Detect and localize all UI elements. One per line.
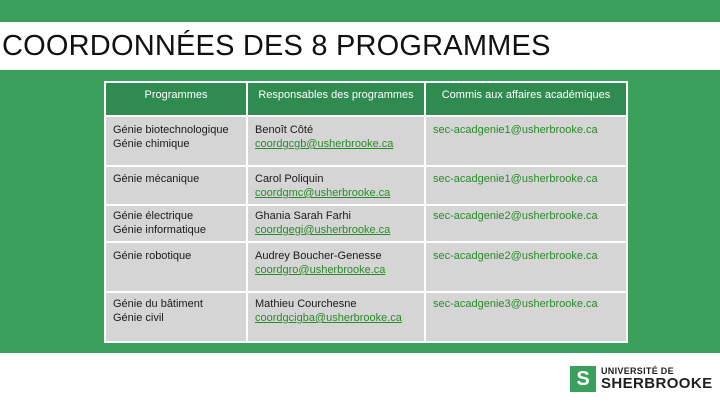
responsable-email-link[interactable]: coordgmc@usherbrooke.ca — [255, 187, 391, 199]
program-name: Génie civil — [113, 312, 164, 324]
commis-cell — [425, 116, 627, 166]
commis-email-link[interactable]: sec-acadgenie2@usherbrooke.ca — [433, 250, 598, 262]
programs-table — [104, 81, 628, 343]
programmes-cell — [105, 292, 247, 342]
program-name: Génie mécanique — [113, 173, 200, 185]
commis-email-link[interactable]: sec-acadgenie2@usherbrooke.ca — [433, 210, 598, 222]
commis-cell — [425, 166, 627, 205]
programmes-cell — [105, 166, 247, 205]
table-row — [105, 205, 627, 242]
responsable-cell — [247, 116, 425, 166]
programmes-cell — [105, 242, 247, 292]
table-header-row — [105, 82, 627, 116]
responsable-cell — [247, 292, 425, 342]
table-row — [105, 116, 627, 166]
logo-line-1: UNIVERSITÉ DE — [601, 366, 674, 376]
program-name: Génie biotechnologique — [113, 124, 229, 136]
responsable-email-link[interactable]: coordgcigba@usherbrooke.ca — [255, 312, 402, 324]
program-name: Génie du bâtiment — [113, 298, 203, 310]
commis-cell — [425, 242, 627, 292]
programmes-cell — [105, 116, 247, 166]
responsable-name: Ghania Sarah Farhi — [255, 210, 351, 222]
slide-title: COORDONNÉES DES 8 PROGRAMMES — [2, 30, 551, 62]
sherbrooke-s-logo-icon: S — [570, 366, 596, 392]
responsable-name: Benoît Côté — [255, 124, 314, 136]
responsable-email-link[interactable]: coordgcgb@usherbrooke.ca — [255, 138, 394, 150]
table-row — [105, 242, 627, 292]
commis-email-link[interactable]: sec-acadgenie1@usherbrooke.ca — [433, 173, 598, 185]
university-logo — [570, 366, 713, 392]
header-programmes: Programmes — [105, 82, 247, 116]
responsable-email-link[interactable]: coordgegi@usherbrooke.ca — [255, 224, 391, 236]
program-name: Génie robotique — [113, 250, 192, 262]
program-name: Génie chimique — [113, 138, 190, 150]
programmes-cell — [105, 205, 247, 242]
commis-cell — [425, 205, 627, 242]
table-row — [105, 166, 627, 205]
commis-cell — [425, 292, 627, 342]
table-row — [105, 292, 627, 342]
responsable-name: Mathieu Courchesne — [255, 298, 357, 310]
header-commis: Commis aux affaires académiques — [425, 82, 627, 116]
header-responsables: Responsables des programmes — [247, 82, 425, 116]
responsable-cell — [247, 166, 425, 205]
commis-email-link[interactable]: sec-acadgenie3@usherbrooke.ca — [433, 298, 598, 310]
responsable-name: Audrey Boucher-Genesse — [255, 250, 382, 262]
logo-line-2: SHERBROOKE — [601, 375, 713, 392]
responsable-email-link[interactable]: coordgro@usherbrooke.ca — [255, 264, 386, 276]
commis-email-link[interactable]: sec-acadgenie1@usherbrooke.ca — [433, 124, 598, 136]
responsable-name: Carol Poliquin — [255, 173, 324, 185]
responsable-cell — [247, 242, 425, 292]
responsable-cell — [247, 205, 425, 242]
program-name: Génie informatique — [113, 224, 206, 236]
program-name: Génie électrique — [113, 210, 194, 222]
